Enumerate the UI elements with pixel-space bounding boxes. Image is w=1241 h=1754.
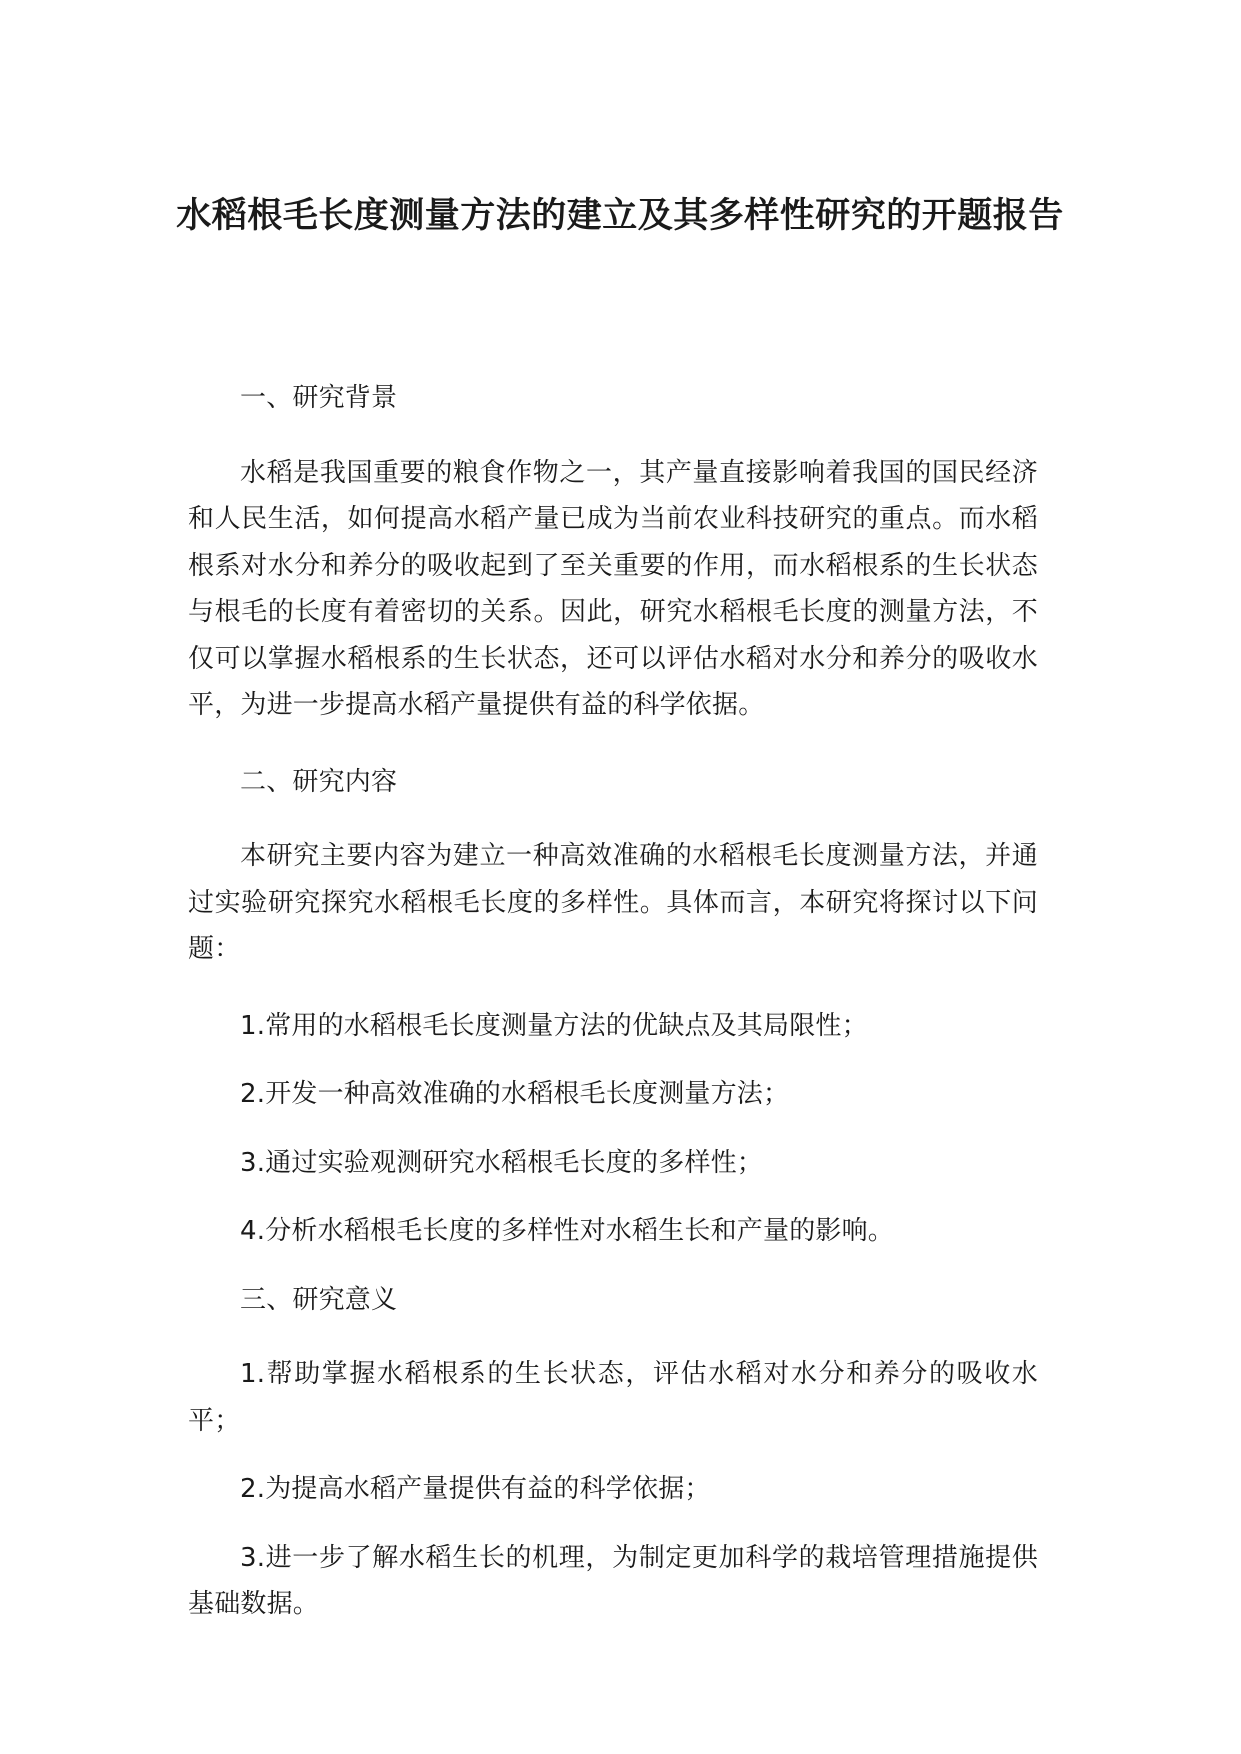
section-heading-background: 一、研究背景 [240, 383, 398, 413]
significance-item-2: 2.为提高水稻产量提供有益的科学依据； [240, 1474, 711, 1504]
section-heading-significance: 三、研究意义 [240, 1284, 398, 1315]
document-title: 水稻根毛长度测量方法的建立及其多样性研究的开题报告 [176, 196, 1064, 236]
background-paragraph: 水稻是我国重要的粮食作物之一，其产量直接影响着我国的国民经济和人民生活，如何提高水稻产量已成为当前农业科技研究的重点。而水稻根系对水分和养分的吸收起到了至关重要的作用，而水稻根系的生长状态与根毛的长度有着密切的关系。因此，研究水稻根毛长度的测量方法，不仅可以掌握水稻根系的生长状态，还可以评估水稻对水分和养分的吸收水平，为进一步提高水稻产量提供有益的科学依据。 [188, 457, 1038, 720]
content-paragraph: 本研究主要内容为建立一种高效准确的水稻根毛长度测量方法，并通过实验研究探究水稻根毛长度的多样性。具体而言，本研究将探讨以下问题： [188, 841, 1038, 964]
significance-item-1: 1.帮助掌握水稻根系的生长状态，评估水稻对水分和养分的吸收水平； [188, 1359, 1038, 1436]
content-item-1: 1.常用的水稻根毛长度测量方法的优缺点及其局限性； [240, 1010, 868, 1041]
content-item-3: 3.通过实验观测研究水稻根毛长度的多样性； [240, 1147, 764, 1178]
content-item-4: 4.分析水稻根毛长度的多样性对水稻生长和产量的影响。 [240, 1216, 895, 1246]
section-heading-content: 二、研究内容 [240, 766, 398, 797]
content-item-2: 2.开发一种高效准确的水稻根毛长度测量方法； [240, 1079, 790, 1109]
significance-item-3: 3.进一步了解水稻生长的机理，为制定更加科学的栽培管理措施提供基础数据。 [188, 1542, 1038, 1619]
document-body [188, 375, 1038, 1650]
